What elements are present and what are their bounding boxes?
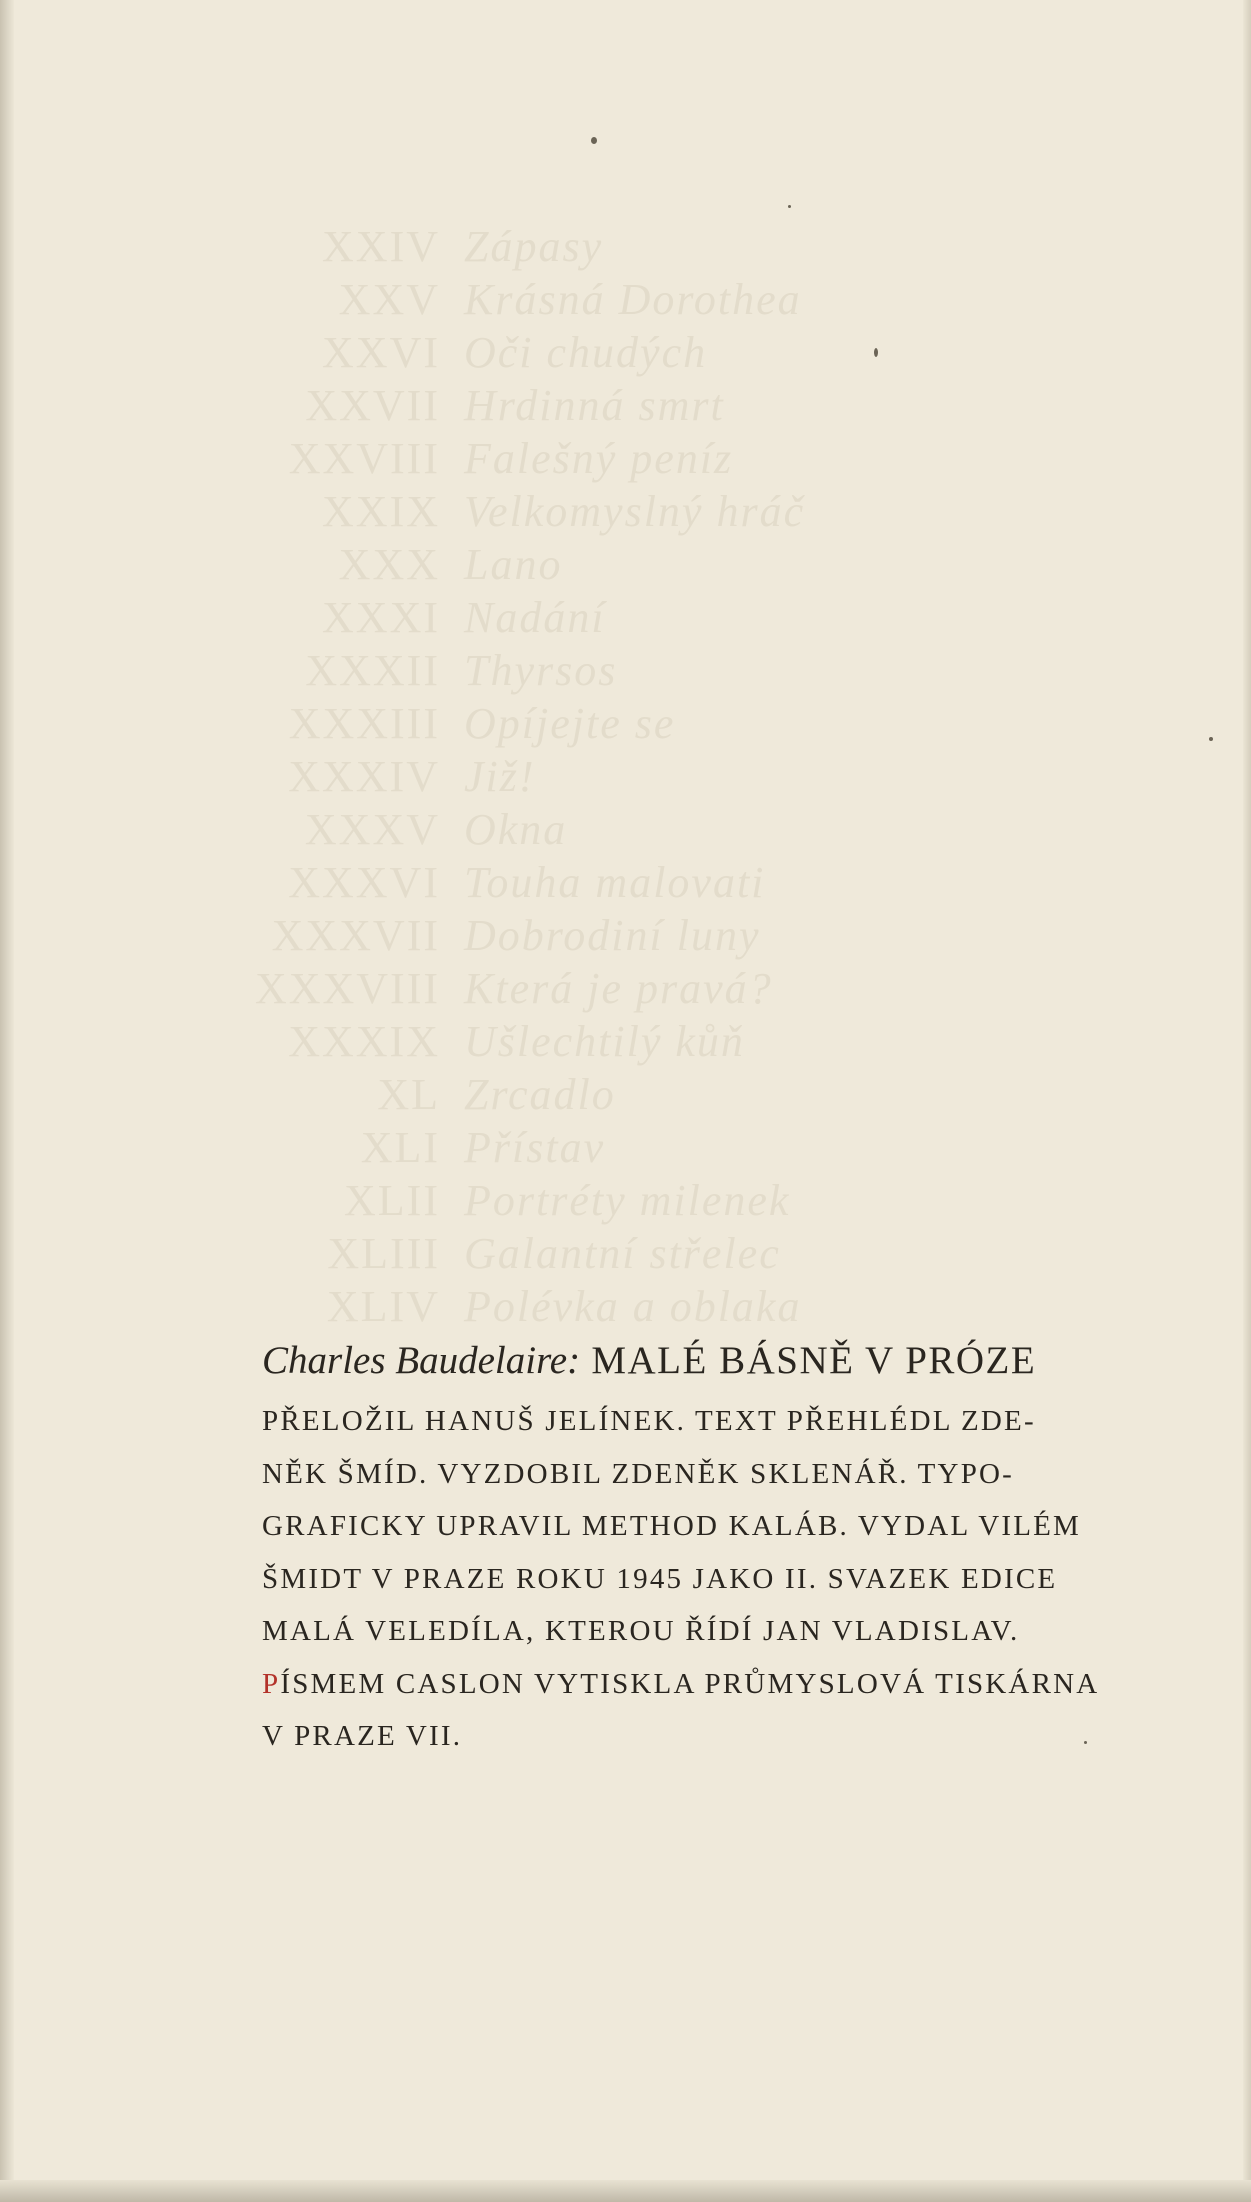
ghost-toc-row (240, 697, 880, 750)
colophon-line: ŠMIDT V PRAZE ROKU 1945 JAKO II. SVAZEK EDICE (262, 1562, 1058, 1595)
ghost-toc-number: XXIX (322, 487, 440, 536)
ghost-toc-number: XXXIV (288, 752, 440, 801)
colophon (262, 1335, 1222, 1763)
ghost-toc-number: XXXII (305, 646, 440, 695)
ghost-toc-row (240, 591, 880, 644)
ghost-toc-title: Velkomyslný hráč (464, 487, 806, 536)
colophon-title-line (262, 1335, 1222, 1387)
colophon-line: PŘELOŽIL HANUŠ JELÍNEK. TEXT PŘEHLÉDL ZDE- (262, 1405, 1036, 1437)
colophon-line: V PRAZE VII. (262, 1720, 463, 1752)
ghost-toc-title: Touha malovati (464, 858, 766, 907)
ghost-toc-number: XXXVII (271, 911, 440, 960)
ghost-toc-number: XXVII (305, 381, 440, 430)
ghost-toc-number: XXXVI (288, 858, 440, 907)
ghost-toc-title: Thyrsos (464, 646, 618, 695)
author-name: Charles Baudelaire: (262, 1339, 581, 1382)
paper-edge-right (1243, 0, 1251, 2202)
ghost-toc-number: XXVI (322, 328, 440, 377)
ghost-toc-number: XLII (344, 1176, 440, 1225)
ghost-toc-title: Portréty milenek (464, 1176, 791, 1225)
ghost-toc-number: XXIV (322, 222, 440, 271)
ghost-toc-row (240, 856, 880, 909)
ghost-toc-row (240, 379, 880, 432)
paper-edge-left (0, 0, 14, 2202)
ghost-toc-title: Nadání (464, 593, 606, 642)
colophon-text (262, 1395, 1217, 1763)
ink-speck (591, 137, 597, 144)
ghost-toc-number: XLIV (326, 1282, 440, 1331)
ghost-toc-row (240, 1174, 880, 1227)
ghost-toc-title: Polévka a oblaka (464, 1282, 802, 1331)
ghost-toc-title: Lano (464, 540, 563, 589)
ghost-toc-number: XLI (360, 1123, 440, 1172)
ghost-toc-number: XXX (338, 540, 440, 589)
ghost-toc-title: Krásná Dorothea (464, 275, 802, 324)
ghost-toc-row (240, 962, 880, 1015)
ghost-toc-number: XXXV (304, 805, 440, 854)
ghost-toc-row (240, 1015, 880, 1068)
ghost-toc-title: Galantní střelec (464, 1229, 781, 1278)
ghost-toc-number: XXXIX (288, 1017, 440, 1066)
ghost-toc-number: XXVIII (288, 434, 440, 483)
ghost-toc-title: Falešný peníz (464, 434, 734, 483)
ghost-toc-title: Která je pravá? (464, 964, 773, 1013)
ink-speck (1209, 737, 1213, 741)
ghost-toc-title: Okna (464, 805, 568, 854)
ghost-toc-title: Zápasy (464, 222, 604, 271)
ghost-toc-row (240, 750, 880, 803)
ghost-toc-number: XXXVIII (254, 964, 440, 1013)
ghost-toc-row (240, 220, 880, 273)
ghost-toc-row (240, 803, 880, 856)
ghost-toc-title: Přístav (464, 1123, 606, 1172)
ghost-toc-row (240, 432, 880, 485)
ink-speck (788, 205, 791, 208)
ghost-toc-number: XXXIII (288, 699, 440, 748)
ghost-toc-row (240, 538, 880, 591)
ghost-toc-row (240, 1121, 880, 1174)
colophon-line: PÍSMEM CASLON VYTISKLA PRŮMYSLOVÁ TISKÁRNA (262, 1667, 1100, 1700)
ghost-toc-row (240, 1068, 880, 1121)
show-through-table-of-contents (240, 220, 880, 1333)
ghost-toc-row (240, 1227, 880, 1280)
colophon-line: GRAFICKY UPRAVIL METHOD KALÁB. VYDAL VILÉM (262, 1510, 1082, 1542)
red-initial-mark: P (262, 1667, 281, 1700)
ghost-toc-row (240, 644, 880, 697)
ghost-toc-title: Již! (464, 752, 536, 801)
ghost-toc-row (240, 1280, 880, 1333)
ghost-toc-title: Dobrodiní luny (464, 911, 761, 960)
book-title: MALÉ BÁSNĚ V PRÓZE (591, 1339, 1037, 1382)
ghost-toc-title: Hrdinná smrt (464, 381, 725, 430)
colophon-line: NĚK ŠMÍD. VYZDOBIL ZDENĚK SKLENÁŘ. TYPO- (262, 1457, 1015, 1490)
paper-edge-bottom (0, 2180, 1251, 2202)
ghost-toc-row (240, 909, 880, 962)
ghost-toc-number: XXXI (322, 593, 440, 642)
ghost-toc-number: XLIII (327, 1229, 440, 1278)
ghost-toc-number: XL (377, 1070, 440, 1119)
ghost-toc-title: Ušlechtilý kůň (464, 1017, 745, 1066)
ghost-toc-row (240, 273, 880, 326)
ghost-toc-number: XXV (338, 275, 440, 324)
ghost-toc-title: Oči chudých (464, 328, 708, 377)
ghost-toc-title: Opíjejte se (464, 699, 676, 748)
ghost-toc-row (240, 485, 880, 538)
ghost-toc-row (240, 326, 880, 379)
colophon-line: MALÁ VELEDÍLA, KTEROU ŘÍDÍ JAN VLADISLAV. (262, 1615, 1020, 1647)
ghost-toc-title: Zrcadlo (464, 1070, 616, 1119)
